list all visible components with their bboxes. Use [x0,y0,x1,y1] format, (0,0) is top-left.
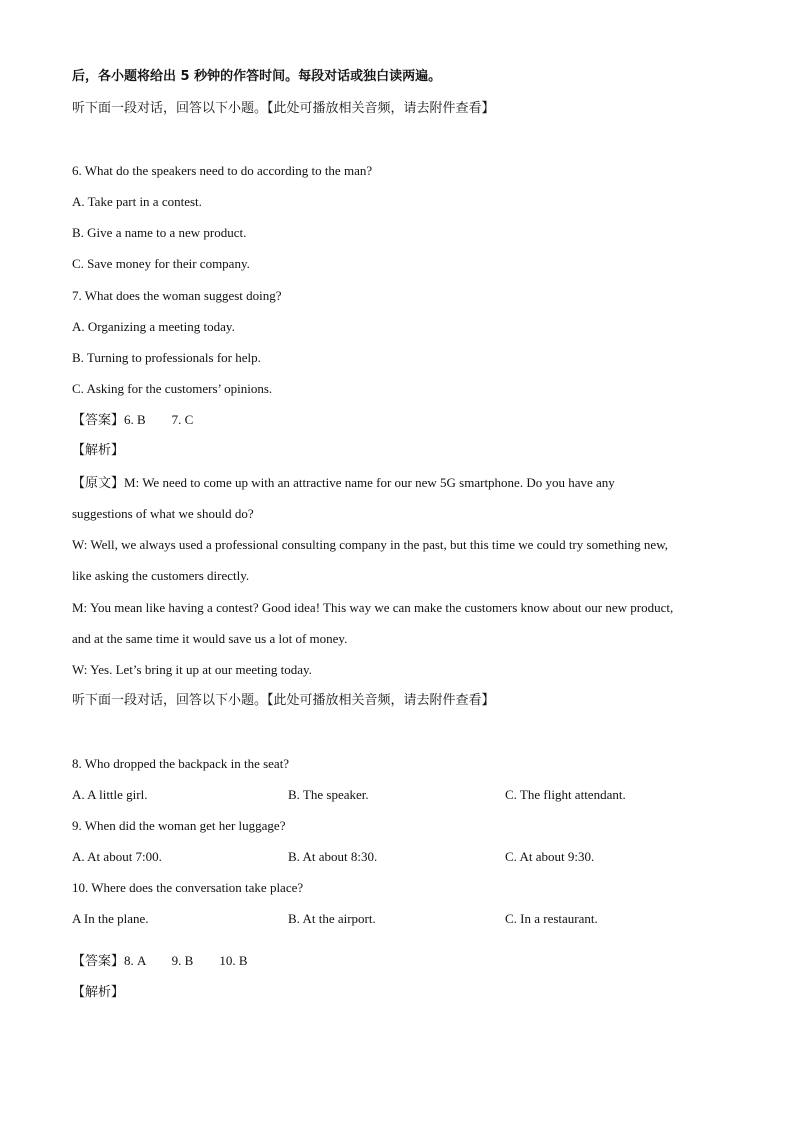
transcript-m1: M: We need to come up with an attractive name for our new 5G smartphone. Do you have any [124,475,615,490]
transcript-line-4: like asking the customers directly. [72,568,250,583]
analysis-tag: 【解析】 [72,985,125,1000]
q7-option-b: B. Turning to professionals for help. [72,350,261,365]
q7-option-c: C. Asking for the customers’ opinions. [72,381,273,396]
q6-option-c: C. Save money for their company. [72,256,250,271]
q9-option-c: C. At about 9:30. [505,849,595,864]
q9-option-a: A. At about 7:00. [72,849,162,864]
listen-prompt-2: 听下面一段对话，回答以下小题。【此处可播放相关音频，请去附件查看】 [72,693,495,708]
answer-tag: 【答案】 [72,413,125,428]
answer-line-1 [72,411,193,430]
q9-option-b: B. At about 8:30. [288,849,378,864]
q7-option-a: A. Organizing a meeting today. [72,319,235,334]
listen-prompt: 听下面一段对话，回答以下小题。【此处可播放相关音频，请去附件查看】 [72,101,495,116]
question-7: 7. What does the woman suggest doing? [72,288,282,303]
answer-text: 8. A 9. B 10. B [124,953,248,968]
transcript-line-6: and at the same time it would save us a lot of money. [72,631,348,646]
transcript-line-3: W: Well, we always used a professional consulting company in the past, but this time we could try something new, [72,537,668,552]
q10-option-c: C. In a restaurant. [505,911,598,926]
question-8: 8. Who dropped the backpack in the seat? [72,756,290,771]
answer-text: 6. B 7. C [124,412,194,427]
question-9: 9. When did the woman get her luggage? [72,818,286,833]
q6-option-a: A. Take part in a contest. [72,194,202,209]
answer-line-2 [72,952,248,971]
q10-option-b: B. At the airport. [288,911,376,926]
question-10: 10. Where does the conversation take place? [72,880,304,895]
q8-option-a: A. A little girl. [72,787,148,802]
transcript-line-1 [72,474,615,493]
transcript-line-7: W: Yes. Let’s bring it up at our meeting today. [72,662,312,677]
transcript-tag: 【原文】 [72,476,125,491]
q8-option-c: C. The flight attendant. [505,787,626,802]
q6-option-b: B. Give a name to a new product. [72,225,247,240]
transcript-line-2: suggestions of what we should do? [72,506,254,521]
answer-tag: 【答案】 [72,954,125,969]
q8-option-b: B. The speaker. [288,787,369,802]
question-6: 6. What do the speakers need to do according to the man? [72,163,373,178]
q10-option-a: A In the plane. [72,911,149,926]
analysis-tag: 【解析】 [72,443,125,458]
transcript-line-5: M: You mean like having a contest? Good idea! This way we can make the customers know about our new product, [72,600,674,615]
instruction-line: 后，各小题将给出 5 秒钟的作答时间。每段对话或独白读两遍。 [72,69,442,84]
